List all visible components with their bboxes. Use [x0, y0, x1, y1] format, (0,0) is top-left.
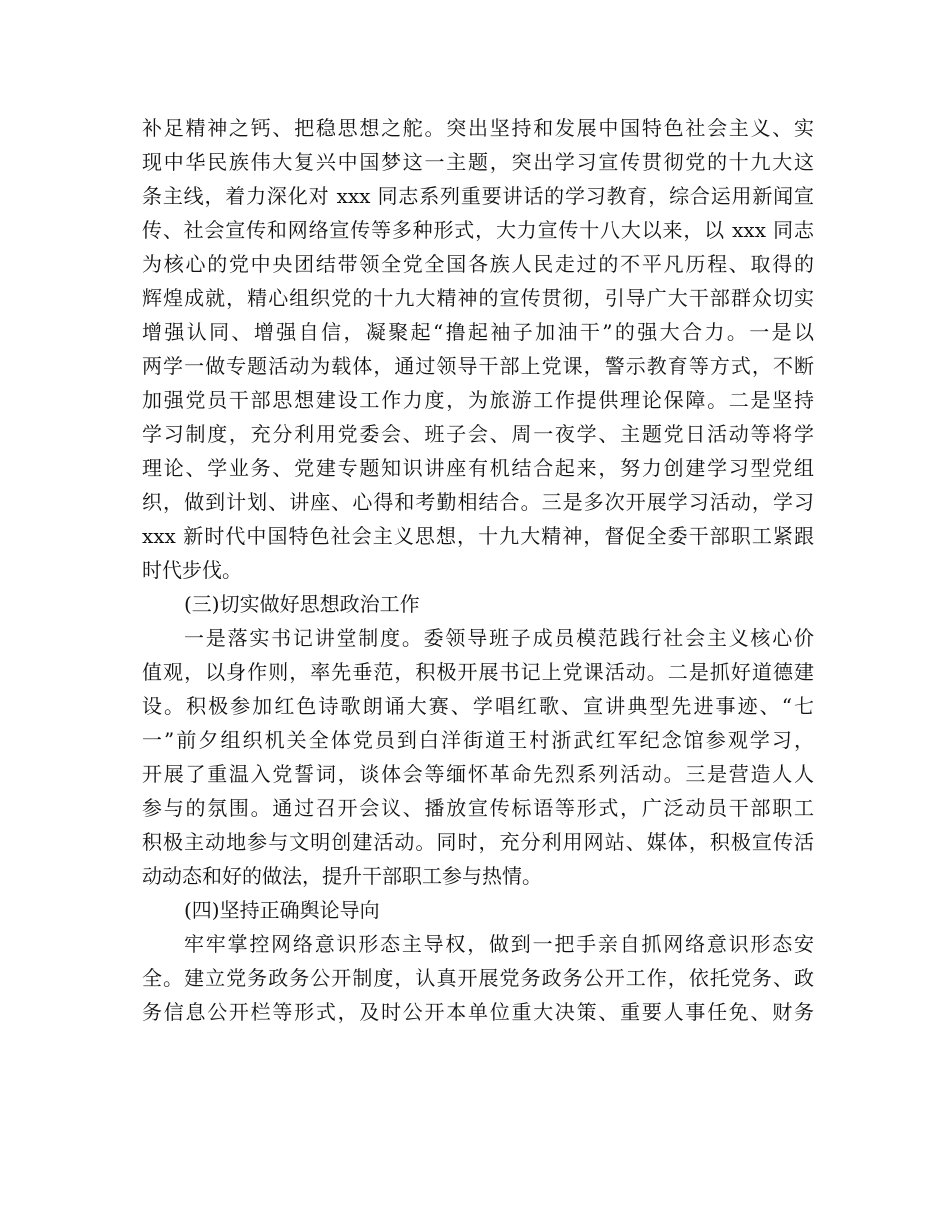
text-line: 加强党员干部思想建设工作力度，为旅游工作提供理论保障。二是坚持: [142, 388, 814, 412]
text-line: 牢牢掌控网络意识形态主导权，做到一把手亲自抓网络意识形态安: [184, 932, 814, 956]
text-line: 设。积极参加红色诗歌朗诵大赛、学唱红歌、宣讲典型先进事迹、“七: [142, 694, 814, 718]
text-line: xxx 新时代中国特色社会主义思想，十九大精神，督促全委干部职工紧跟: [142, 524, 814, 548]
paragraph: [142, 621, 814, 893]
text-line: 时代步伐。: [142, 558, 242, 582]
text-line: 值观，以身作则，率先垂范，积极开展书记上党课活动。二是抓好道德建: [142, 660, 814, 684]
text-line: 务信息公开栏等形式，及时公开本单位重大决策、重要人事任免、财务: [142, 1000, 814, 1024]
text-line: (四)坚持正确舆论导向: [184, 898, 380, 922]
text-line: 理论、学业务、党建专题知识讲座有机结合起来，努力创建学习型党组: [142, 456, 814, 480]
document-body: [142, 111, 814, 1029]
text-line: 辉煌成就，精心组织党的十九大精神的宣传贯彻，引导广大干部群众切实: [142, 286, 814, 310]
text-line: 一是落实书记讲堂制度。委领导班子成员模范践行社会主义核心价: [184, 626, 814, 650]
text-line: 条主线，着力深化对 xxx 同志系列重要讲话的学习教育，综合运用新闻宣: [142, 184, 814, 208]
text-line: 参与的氛围。通过召开会议、播放宣传标语等形式，广泛动员干部职工: [142, 796, 814, 820]
section-heading: [142, 893, 814, 927]
text-line: 补足精神之钙、把稳思想之舵。突出坚持和发展中国特色社会主义、实: [142, 116, 814, 140]
text-line: 开展了重温入党誓词，谈体会等缅怀革命先烈系列活动。三是营造人人: [142, 762, 814, 786]
text-line: 积极主动地参与文明创建活动。同时，充分利用网站、媒体，积极宣传活: [142, 830, 814, 854]
text-line: 动动态和好的做法，提升干部职工参与热情。: [142, 864, 542, 888]
paragraph: [142, 927, 814, 1029]
text-line: (三)切实做好思想政治工作: [184, 592, 420, 616]
text-line: 传、社会宣传和网络宣传等多种形式，大力宣传十八大以来，以 xxx 同志: [142, 218, 814, 242]
text-line: 两学一做专题活动为载体，通过领导干部上党课，警示教育等方式，不断: [142, 354, 814, 378]
text-line: 现中华民族伟大复兴中国梦这一主题，突出学习宣传贯彻党的十九大这: [142, 150, 814, 174]
text-line: 学习制度，充分利用党委会、班子会、周一夜学、主题党日活动等将学: [142, 422, 814, 446]
text-line: 为核心的党中央团结带领全党全国各族人民走过的不平凡历程、取得的: [142, 252, 814, 276]
text-line: 全。建立党务政务公开制度，认真开展党务政务公开工作，依托党务、政: [142, 966, 814, 990]
text-line: 织，做到计划、讲座、心得和考勤相结合。三是多次开展学习活动，学习: [142, 490, 814, 514]
text-line: 一”前夕组织机关全体党员到白洋街道王村浙武红军纪念馆参观学习，: [142, 728, 814, 752]
section-heading: [142, 587, 814, 621]
paragraph: [142, 111, 814, 587]
text-line: 增强认同、增强自信，凝聚起“撸起袖子加油干”的强大合力。一是以: [142, 320, 814, 344]
